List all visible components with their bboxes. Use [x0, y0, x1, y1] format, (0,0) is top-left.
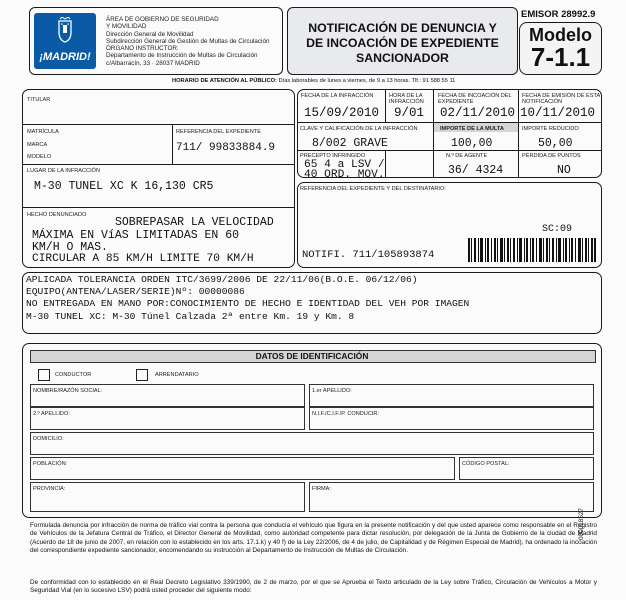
ref-dest-label: REFERENCIA DEL EXPEDIENTE Y DEL DESTINATARIO: [300, 186, 446, 192]
madrid-logo [34, 13, 96, 69]
puntos-value: NO [557, 164, 571, 177]
org-line: Y MOVILIDAD [106, 23, 147, 31]
title-line: DE INCOACIÓN DE EXPEDIENTE [306, 36, 499, 50]
arrendatario-label: ARRENDATARIO [155, 372, 199, 378]
side-code: 000018527 [578, 508, 585, 540]
observation-line: APLICADA TOLERANCIA ORDEN ITC/3699/2006 DE 22/11/06(B.O.E. 06/12/06) [26, 274, 418, 285]
agente-value: 36/ 4324 [448, 164, 504, 177]
org-line: Subdirección General de Gestión de Multas de Circulación [106, 37, 270, 45]
observation-line: M-30 TUNEL XC: M-30 Túnel Calzada 2ª entre Km. 19 y Km. 8 [26, 311, 355, 322]
conductor-label: CONDUCTOR [55, 372, 92, 378]
horario-line [172, 78, 455, 84]
logo-text: ¡MADRID! [39, 51, 91, 63]
body-paragraph-2: De conformidad con lo establecido en el Real Decreto Legislativo 339/1990, de 2 de marzo, por el que se Aprueba el Texto articulado de la Ley sobre Tráfico, Circulación de Vehículos a Motor y Seguridad Vial (en lo sucesivo LSV) podrá usted proceder del siguiente modo: [30, 579, 597, 595]
provincia-field[interactable] [30, 482, 305, 512]
importe-value: 100,00 [451, 137, 493, 150]
domicilio-field[interactable] [30, 432, 594, 455]
clave-value: 8/002 GRAVE [312, 137, 388, 150]
observation-line: EQUIPO(ANTENA/LASER/SERIE)Nº: 00000086 [26, 286, 245, 297]
horario-text: Días laborables de lunes a viernes, de 9 a 13 horas. Tlf.: 91 588 55 11 [278, 78, 456, 84]
lugar-label: LUGAR DE LA INFRACCIÓN [27, 168, 101, 174]
nombre-label: NOMBRE/RAZÓN SOCIAL: [33, 388, 103, 394]
modelo-label: MODELO [27, 154, 52, 160]
document-title [289, 21, 516, 66]
org-line: Departamento de Instrucción de Multas de Circulación [106, 52, 258, 60]
sc-value: SC:09 [542, 224, 573, 235]
precepto-label: PRECEPTO INFRINGIDO [300, 153, 366, 159]
modelo-word: Modelo [529, 25, 592, 45]
marca-label: MARCA [27, 142, 48, 148]
org-line: Dirección General de Movilidad [106, 30, 194, 38]
hora-value: 9/01 [394, 106, 425, 120]
title-line: NOTIFICACIÓN DE DENUNCIA Y [308, 21, 497, 35]
fecha-emision-label: FECHA DE EMISIÓN DE ESTA NOTIFICACIÓN [522, 93, 600, 105]
poblacion-label: POBLACIÓN: [33, 461, 68, 467]
horario-label: HORARIO DE ATENCIÓN AL PÚBLICO: [172, 78, 277, 84]
modelo-number: 7-1.1 [530, 42, 591, 72]
ref-exp-value: 711/ 99833884.9 [176, 142, 276, 154]
hecho-line: CIRCULAR A 85 KM/H LIMITE 70 KM/H [32, 253, 254, 265]
importe-red-label: IMPORTE REDUCIDO [522, 126, 579, 132]
titular-label: TITULAR [27, 97, 51, 103]
org-line: ÓRGANO INSTRUCTOR: [106, 45, 179, 53]
hecho-line: MÁXIMA EN VíAS LIMITADAS EN 60 [32, 229, 240, 242]
firma-label: FIRMA: [312, 486, 331, 492]
fecha-inc-value: 02/11/2010 [440, 106, 516, 120]
lugar-value: M-30 TUNEL XC K 16,130 CR5 [34, 180, 214, 193]
matricula-label: MATRÍCULA [27, 129, 59, 135]
body-paragraph-1: Formulada denuncia por infracción de norma de tráfico vial contra la persona que conducía el vehículo que figura en la presente notificación y del que usted aparece como responsable en el Registro de Vehículos de la Jefatura Central de Tráfico, el Director General de Movilidad, como autoridad competente para dictar resolución, por delegación de la Junta de Gobierno de la ciudad de Madrid (Acuerdo de 18 de junio de 2007, en relación con lo establecido en los arts. 17.1.k) y 40 f) de la Ley 22/2006, de 4 de julio, de Capitalidad y de Régimen Especial de Madrid), ha ordenado la incoación del correspondiente expediente sancionador, encomendando su instrucción al Departamento de Instrucción de Multas de Circulación. [30, 522, 597, 554]
hecho-line: KM/H O MAS. [32, 241, 108, 254]
importe-red-value: 50,00 [538, 137, 573, 150]
poblacion-field[interactable] [30, 457, 455, 480]
nif-label: N.I.F./C.I.F./P. CONDUCIR: [312, 411, 380, 417]
precepto-line: 65 4 a LSV / [304, 159, 385, 171]
ident-title: DATOS DE IDENTIFICACIÓN [255, 351, 369, 361]
org-line: ÁREA DE GOBIERNO DE SEGURIDAD [106, 16, 219, 23]
notifi-value: NOTIFI. 711/105893874 [302, 249, 435, 261]
org-line: c/Albarracín, 33 · 28037 MADRID [106, 59, 200, 67]
observation-line: NO ENTREGADA EN MANO POR:CONOCIMIENTO DE HECHO E IDENTIDAD DEL VEH POR IMAGEN [26, 298, 470, 309]
domicilio-label: DOMICILIO: [33, 436, 64, 442]
fecha-inc-label: FECHA DE INCOACIÓN DEL EXPEDIENTE [438, 93, 512, 105]
codigo-postal-label: CÓDIGO POSTAL: [462, 461, 510, 467]
madrid-coat-of-arms-icon [56, 17, 74, 43]
fecha-inf-label: FECHA DE LA INFRACCIÓN [301, 93, 374, 99]
fecha-inf-value: 15/09/2010 [304, 106, 380, 120]
title-line: SANCIONADOR [356, 51, 449, 65]
apellido2-label: 2.º APELLIDO: [33, 411, 70, 417]
hecho-line: SOBREPASAR LA VELOCIDAD [115, 216, 274, 229]
firma-field[interactable] [309, 482, 594, 512]
hora-label: HORA DE LA INFRACCIÓN [389, 93, 424, 105]
precepto-line: 40 ORD. MOV. [304, 169, 385, 181]
clave-label: CLAVE Y CALIFICACIÓN DE LA INFRACCIÓN [300, 126, 418, 132]
importe-label: IMPORTE DE LA MULTA [440, 126, 504, 132]
agente-label: N.º DE AGENTE [446, 153, 488, 159]
hecho-label: HECHO DENUNCIADO [27, 212, 87, 218]
org-lines [106, 16, 286, 67]
provincia-label: PROVINCIA: [33, 486, 66, 492]
conductor-checkbox[interactable] [38, 369, 50, 381]
ref-exp-label: REFERENCIA DEL EXPEDIENTE [176, 129, 261, 135]
apellido2-field[interactable] [30, 407, 305, 430]
puntos-label: PÉRDIDA DE PUNTOS [522, 153, 581, 159]
emisor-code: EMISOR 28992.9 [521, 9, 596, 20]
apellido1-label: 1.er APELLIDO: [312, 388, 352, 394]
arrendatario-checkbox[interactable] [136, 369, 148, 381]
fecha-emision-value: 10/11/2010 [520, 106, 596, 120]
barcode [468, 238, 596, 262]
